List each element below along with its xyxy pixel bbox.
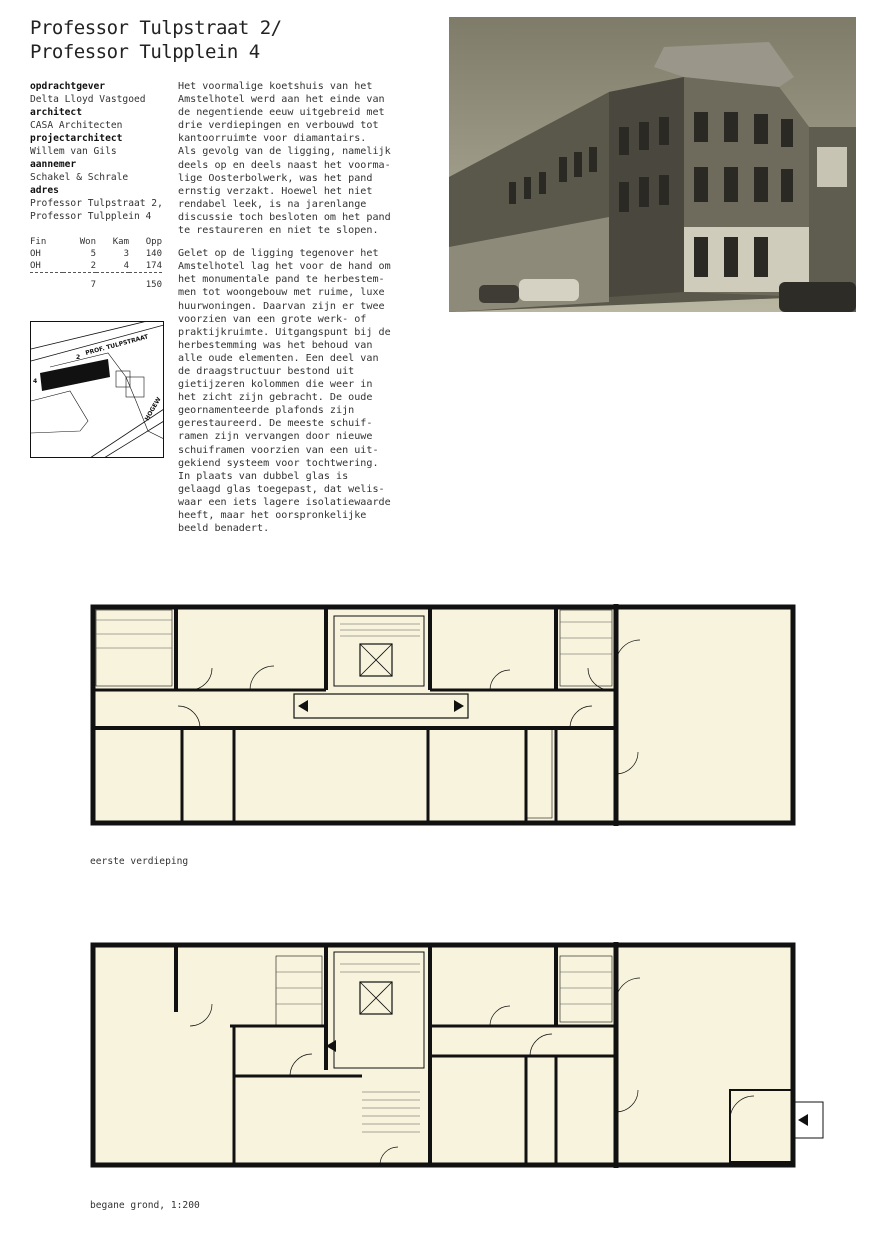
table-cell: 174	[145, 261, 162, 271]
col-header: Won	[79, 237, 96, 247]
project-metadata	[30, 80, 170, 223]
col-header: Opp	[145, 237, 162, 247]
table-total-row	[30, 279, 162, 291]
table-cell: 4	[123, 261, 129, 271]
article-body	[178, 80, 418, 545]
map-street-label: PROF. TULPSTRAAT	[84, 333, 150, 357]
table-cell: OH	[30, 249, 41, 259]
paragraph: Gelet op de ligging tegenover het Amstelhotel lag het voor de hand om het monumentale pand te herbestem- men tot woongebouw met ruime, luxe huurwoningen. Daarvan zijn er twee voorzien van een grote werk- of praktijkruimte. Uitgangspunt bij de herbestemming was het behoud van alle oude elementen. Een deel van de draagstructuur bestond uit gietijzeren kolommen die weer in het zicht zijn gebracht. De oude geornamenteerde plafonds zijn gerestaureerd. De meeste schuif- ramen zijn vervangen door nieuwe schuiframen voorzien van een uit- gekiend systeem voor tochtwering. In plaats van dubbel glas is gelaagd glas toegepast, dat welis- waar een iets lagere isolatiewaarde heeft, maar het oorspronkelijke beeld benadert.	[178, 248, 391, 535]
table-header-row	[30, 236, 162, 248]
meta-label-contractor: aannemer	[30, 159, 77, 170]
meta-value-architect: CASA Architecten	[30, 120, 123, 131]
floor-plan-first-floor	[90, 604, 796, 826]
table-cell: OH	[30, 261, 41, 271]
meta-value-project-architect: Willem van Gils	[30, 146, 117, 157]
col-header: Kam	[112, 237, 129, 247]
meta-value-address: Professor Tulpstraat 2, Professor Tulpplein 4	[30, 198, 163, 222]
meta-label-project-architect: projectarchitect	[30, 133, 123, 144]
meta-label-address: adres	[30, 185, 59, 196]
title-line-2: Professor Tulpplein 4	[30, 41, 260, 63]
paragraph: Het voormalige koetshuis van het Amstelhotel werd aan het einde van de negentiende eeuw uitgebreid met drie verdiepingen en verbouwd tot kantoorruimte voor diamantairs. Als gevolg van de ligging, namelijk deels op en deels naast het voorma- lige Oosterbolwerk, was het pand ernstig verzakt. Hoewel het niet rendabel leek, is na jarenlange discussie toch besloten om het pand te restaureren en niet te slopen.	[178, 81, 391, 237]
map-number-label: 4	[33, 378, 38, 385]
caption-ground-floor: begane grond, 1:200	[90, 1200, 200, 1211]
table-row	[30, 248, 162, 260]
map-number-label: 2	[76, 354, 81, 361]
page-title	[30, 16, 282, 64]
table-cell: 2	[90, 261, 96, 271]
table-cell	[30, 279, 63, 291]
caption-first-floor: eerste verdieping	[90, 856, 189, 867]
meta-label-client: opdrachtgever	[30, 81, 106, 92]
meta-value-client: Delta Lloyd Vastgoed	[30, 94, 146, 105]
table-cell: 150	[145, 280, 162, 290]
table-cell: 3	[123, 249, 129, 259]
title-line-1: Professor Tulpstraat 2/	[30, 17, 282, 39]
building-photo	[449, 17, 856, 312]
map-street-label: HOGEW	[143, 396, 163, 422]
meta-value-contractor: Schakel & Schrale	[30, 172, 129, 183]
col-header: Fin	[30, 237, 47, 247]
floor-plan-ground-floor	[90, 942, 830, 1170]
table-cell: 140	[145, 249, 162, 259]
meta-label-architect: architect	[30, 107, 82, 118]
table-cell	[96, 279, 129, 291]
table-cell: 5	[90, 249, 96, 259]
housing-stats-table	[30, 236, 162, 291]
table-cell: 7	[90, 280, 96, 290]
table-row	[30, 260, 162, 273]
location-map	[30, 321, 164, 458]
